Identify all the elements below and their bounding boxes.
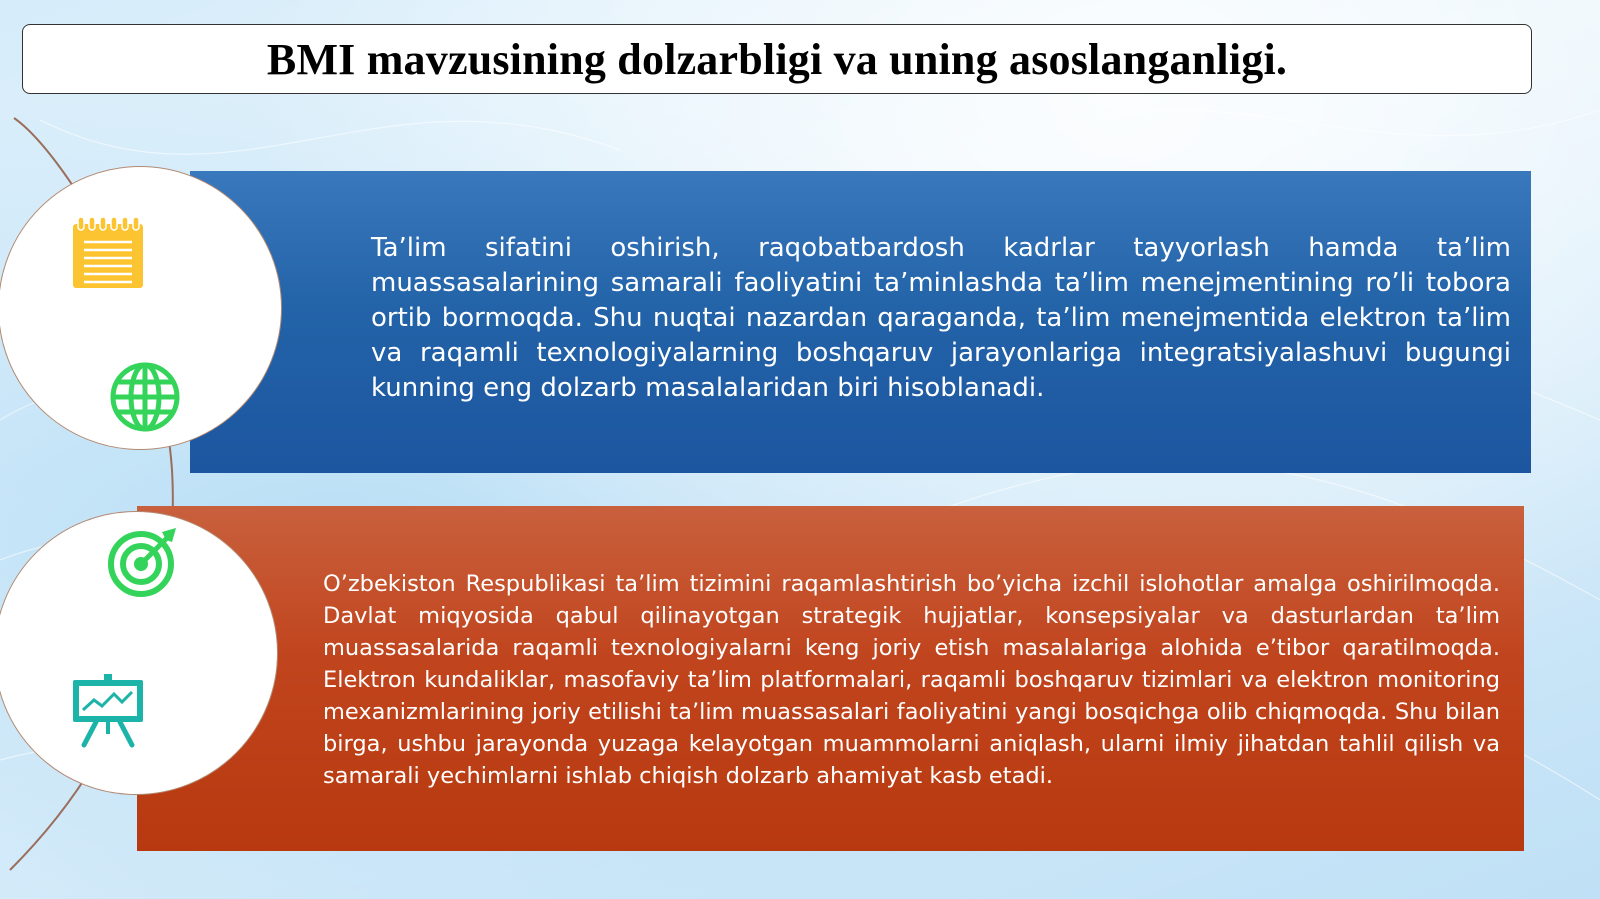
panel-top-blue: [190, 171, 1531, 473]
page-title: BMI mavzusining dolzarbligi va uning asoslanganligi.: [266, 34, 1288, 84]
panel-bottom-orange: [137, 506, 1524, 851]
globe-icon: [108, 360, 182, 434]
panel-top-text: Ta’lim sifatini oshirish, raqobatbardosh kadrlar tayyorlash hamda ta’lim muassasalarining samarali faoliyatini ta’minlashda ta’lim menejmentining ro’li tobora ortib bormoqda. Shu nuqtai nazardan qaraganda, ta’lim menejmentida elektron ta’lim va raqamli texnologiyalarning boshqaruv jarayonlariga integratsiyalashuvi bugungi kunning eng dolzarb masalalaridan biri hisoblanadi.: [371, 233, 1511, 403]
notepad-icon: [72, 216, 144, 290]
panel-bottom-text: O’zbekiston Respublikasi ta’lim tizimini raqamlashtirish bo’yicha izchil islohotlar amalga oshirilmoqda. Davlat miqyosida qabul qilinayotgan strategik hujjatlar, konsepsiyalar va dasturlardan ta’lim muassasalarida raqamli texnologiyalarni keng joriy etish masalalariga alohida e’tibor qaratilmoqda. Elektron kundaliklar, masofaviy ta’lim platformalari, raqamli boshqaruv tizimlari va elektron monitoring mexanizmlarining joriy etilishi ta’lim muassasalari faoliyatini yangi bosqichga olib chiqmoqda. Shu bilan birga, ushbu jarayonda yuzaga kelayotgan muammolarni aniqlash, ularni ilmiy jihatdan tahlil qilish va samarali yechimlarni ishlab chiqish dolzarb ahamiyat kasb etadi.: [323, 571, 1500, 789]
title-box: [22, 24, 1532, 94]
presentation-board-icon: [70, 672, 146, 748]
target-icon: [106, 526, 180, 600]
